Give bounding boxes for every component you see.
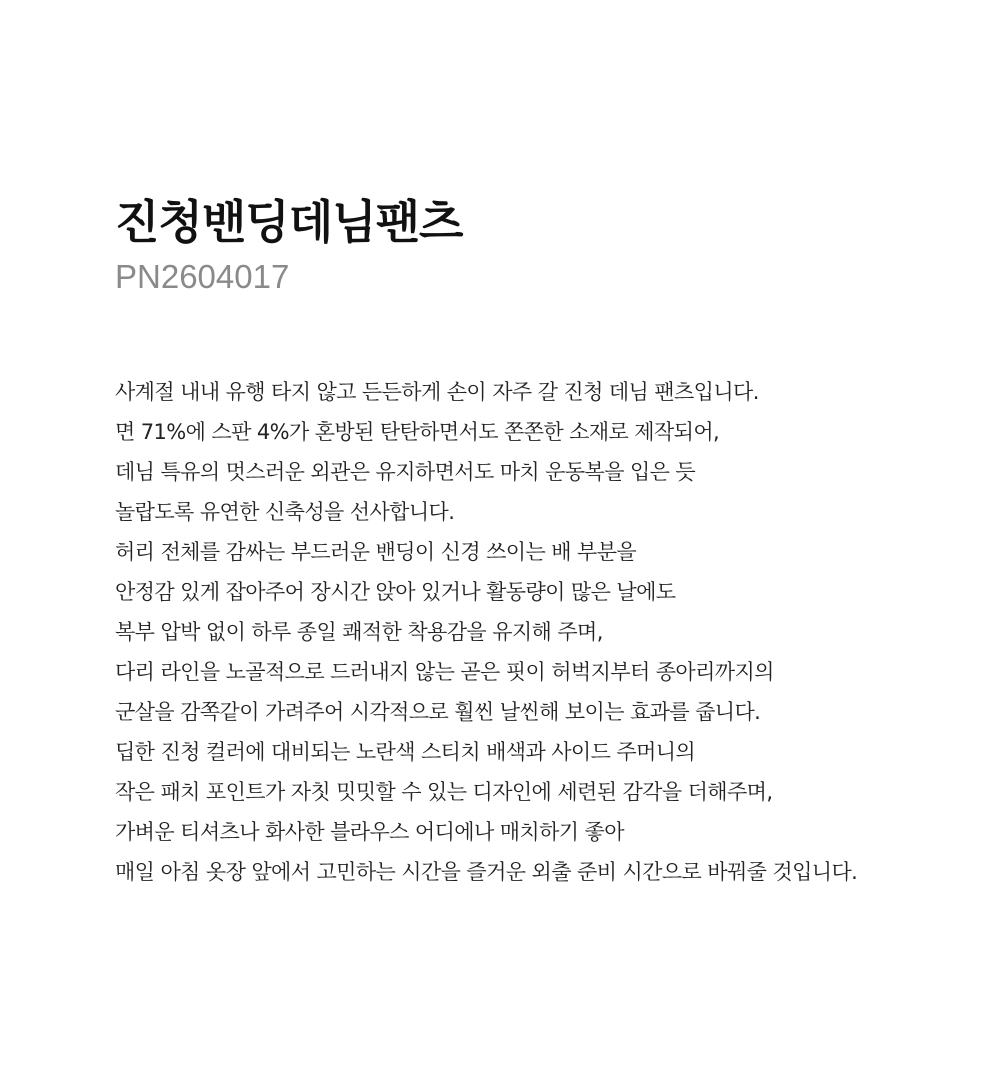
description-line: 사계절 내내 유행 타지 않고 든든하게 손이 자주 갈 진청 데님 팬츠입니다. (115, 380, 759, 404)
product-header (115, 190, 985, 300)
product-title: 진청밴딩데님팬츠 (115, 195, 463, 249)
description-line: 안정감 있게 잡아주어 장시간 앉아 있거나 활동량이 많은 날에도 (115, 580, 676, 604)
description-line: 딥한 진청 컬러에 대비되는 노란색 스티치 배색과 사이드 주머니의 (115, 740, 696, 764)
description-line: 면 71%에 스판 4%가 혼방된 탄탄하면서도 쫀쫀한 소재로 제작되어, (115, 420, 720, 444)
description-line: 군살을 감쪽같이 가려주어 시각적으로 훨씬 날씬해 보이는 효과를 줍니다. (115, 700, 761, 724)
description-line: 다리 라인을 노골적으로 드러내지 않는 곧은 핏이 허벅지부터 종아리까지의 (115, 660, 774, 684)
product-description (115, 372, 995, 892)
description-line: 작은 패치 포인트가 자칫 밋밋할 수 있는 디자인에 세련된 감각을 더해주며, (115, 780, 773, 804)
description-line: 허리 전체를 감싸는 부드러운 밴딩이 신경 쓰이는 배 부분을 (115, 540, 637, 564)
description-line: 매일 아침 옷장 앞에서 고민하는 시간을 즐거운 외출 준비 시간으로 바꿔줄 것입니다. (115, 860, 858, 884)
description-line: 놀랍도록 유연한 신축성을 선사합니다. (115, 500, 455, 524)
product-code: PN2604017 (115, 258, 290, 295)
description-line: 가벼운 티셔츠나 화사한 블라우스 어디에나 매치하기 좋아 (115, 820, 624, 844)
description-line: 데님 특유의 멋스러운 외관은 유지하면서도 마치 운동복을 입은 듯 (115, 460, 696, 484)
description-line: 복부 압박 없이 하루 종일 쾌적한 착용감을 유지해 주며, (115, 620, 603, 644)
